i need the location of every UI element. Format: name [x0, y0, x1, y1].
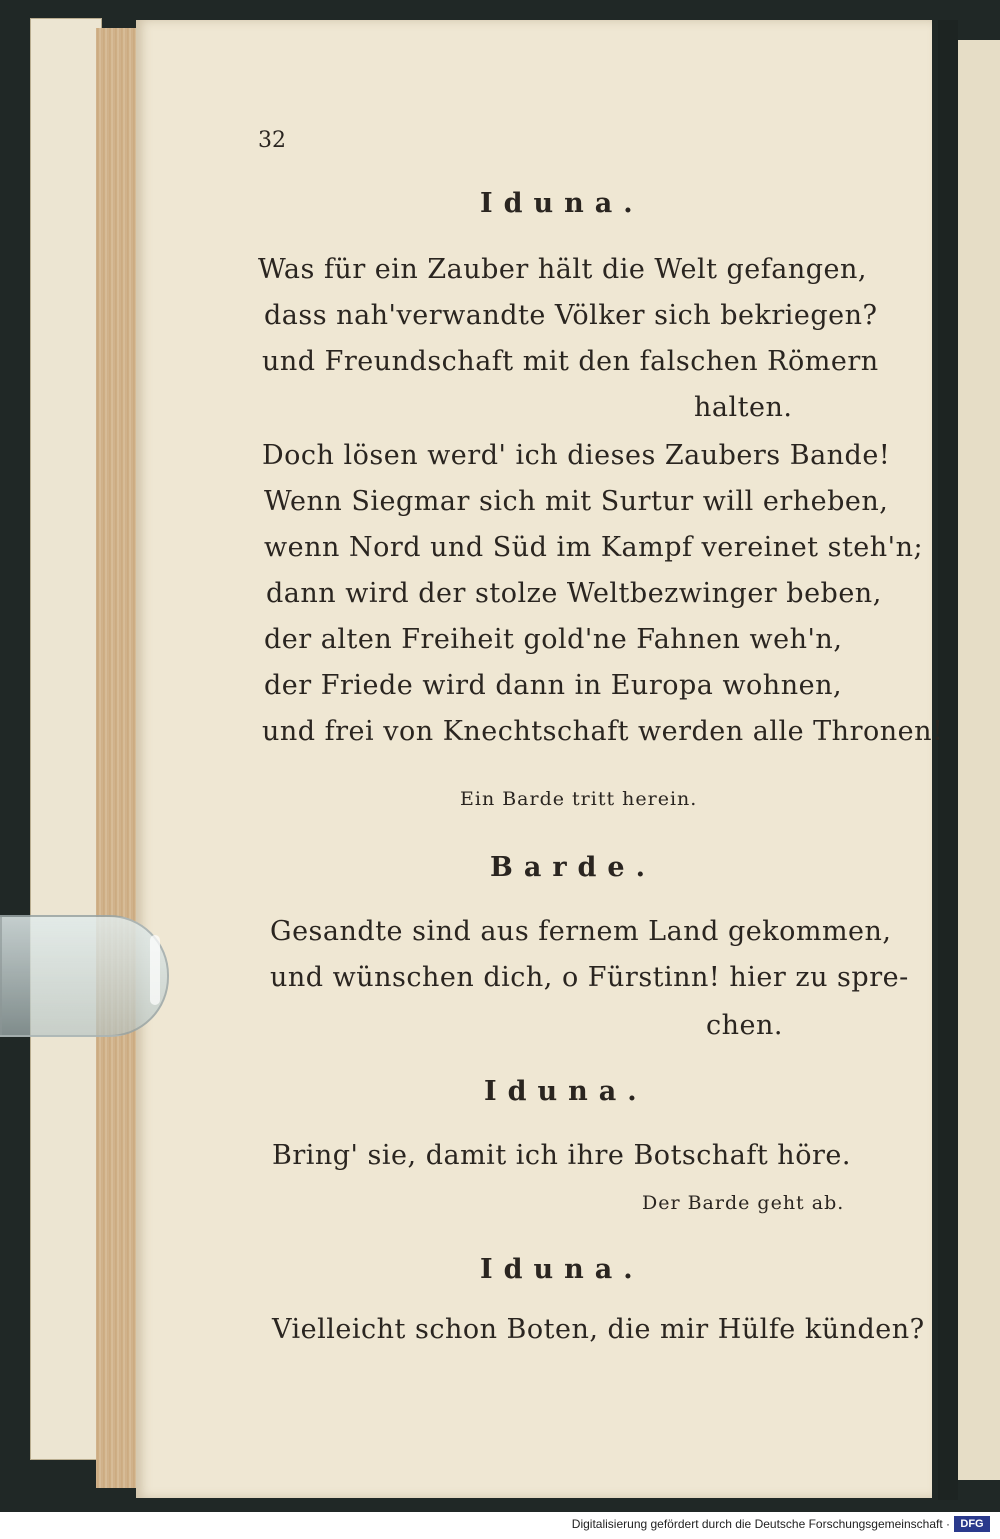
verse-line: Gesandte sind aus fernem Land gekommen, [270, 916, 892, 947]
verse-line: dass nah'verwandte Völker sich bekriegen? [264, 300, 878, 331]
verse-line: halten. [694, 392, 793, 423]
stage-direction: Der Barde geht ab. [642, 1192, 845, 1214]
verse-line: Vielleicht schon Boten, die mir Hülfe künden? [272, 1314, 925, 1345]
verse-line: und Freundschaft mit den falschen Römern [262, 346, 879, 377]
dfg-logo: DFG [954, 1516, 990, 1532]
verse-line: und wünschen dich, o Fürstinn! hier zu spre- [270, 962, 909, 993]
page-number: 32 [258, 128, 286, 153]
speaker-iduna: Iduna. [484, 1076, 648, 1107]
verse-line: wenn Nord und Süd im Kampf vereinet steh'n; [264, 532, 924, 563]
footer-credit: Digitalisierung gefördert durch die Deutsche Forschungsgemeinschaft · [571, 1517, 950, 1531]
page-clip [0, 915, 169, 1037]
page-edges [96, 28, 140, 1488]
stage-direction: Ein Barde tritt herein. [460, 788, 698, 810]
speaker-iduna: Iduna. [480, 1254, 644, 1285]
speaker-barde: Barde. [490, 852, 656, 883]
book-cover-edge [30, 18, 102, 1460]
verse-line: Wenn Siegmar sich mit Surtur will erheben, [264, 486, 889, 517]
speaker-iduna: Iduna. [480, 188, 644, 219]
facing-page-edge [958, 40, 1000, 1480]
verse-line: dann wird der stolze Weltbezwinger beben, [266, 578, 882, 609]
verse-line: Doch lösen werd' ich dieses Zaubers Bande! [262, 440, 891, 471]
verse-line: der Friede wird dann in Europa wohnen, [264, 670, 843, 701]
verse-line: chen. [706, 1010, 783, 1041]
book-gutter [938, 20, 958, 1500]
verse-line: Bring' sie, damit ich ihre Botschaft höre. [272, 1140, 851, 1171]
verse-line: Was für ein Zauber hält die Welt gefangen, [258, 254, 868, 285]
page-clip-highlight [150, 935, 160, 1005]
verse-line: der alten Freiheit gold'ne Fahnen weh'n, [264, 624, 843, 655]
verse-line: und frei von Knechtschaft werden alle Thronen! [262, 716, 944, 747]
